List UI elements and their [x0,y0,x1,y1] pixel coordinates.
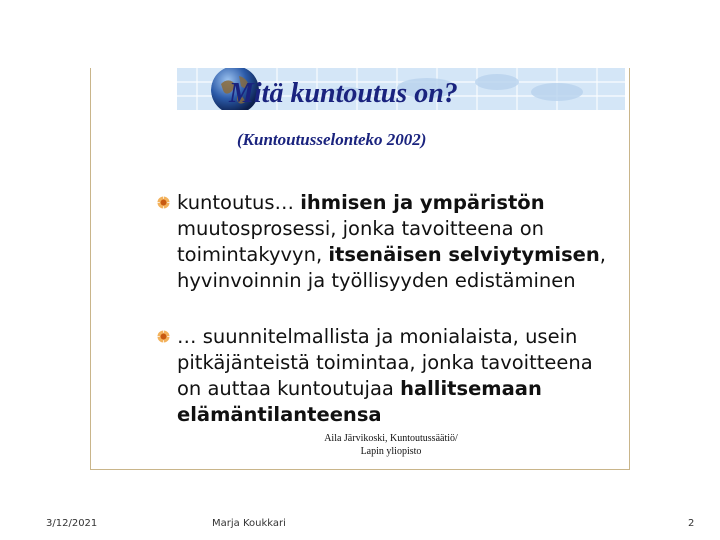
bullet-text-run: ihmisen ja ympäristön [300,191,545,214]
footer-page-number: 2 [688,518,695,529]
bullet-text-run: , hyvinvoinnin ja työllisyyden edistäminen [177,243,606,292]
slide-title: Mitä kuntoutus on? [229,78,458,109]
slide [90,68,630,470]
credit-line-1: Aila Järvikoski, Kuntoutussäätiö/ [324,433,458,444]
source-credit [291,432,491,458]
slide-subtitle: (Kuntoutusselonteko 2002) [237,130,427,149]
bullet-text-run: kuntoutus… [177,191,301,214]
bullet-item-2 [177,324,617,428]
footer-author: Marja Koukkari [212,518,286,529]
credit-line-2: Lapin yliopisto [360,446,422,457]
sun-bullet-icon [157,330,170,343]
bullet-text-run: muutosprosessi, jonka tavoitteena on toimintakyvyn, [177,217,545,266]
sun-bullet-icon [157,196,170,209]
bullet-text-run: itsenäisen selviytymisen [328,243,600,266]
bullet-text-run: … suunnitelmallista ja monialaista, usein pitkäjänteistä toimintaa, jonka tavoitteena on auttaa kuntoutujaa [177,325,593,400]
bullet-text-run: hallitsemaan elämäntilanteensa [177,377,542,426]
footer-date: 3/12/2021 [46,518,98,529]
bullet-item-1 [177,190,617,294]
